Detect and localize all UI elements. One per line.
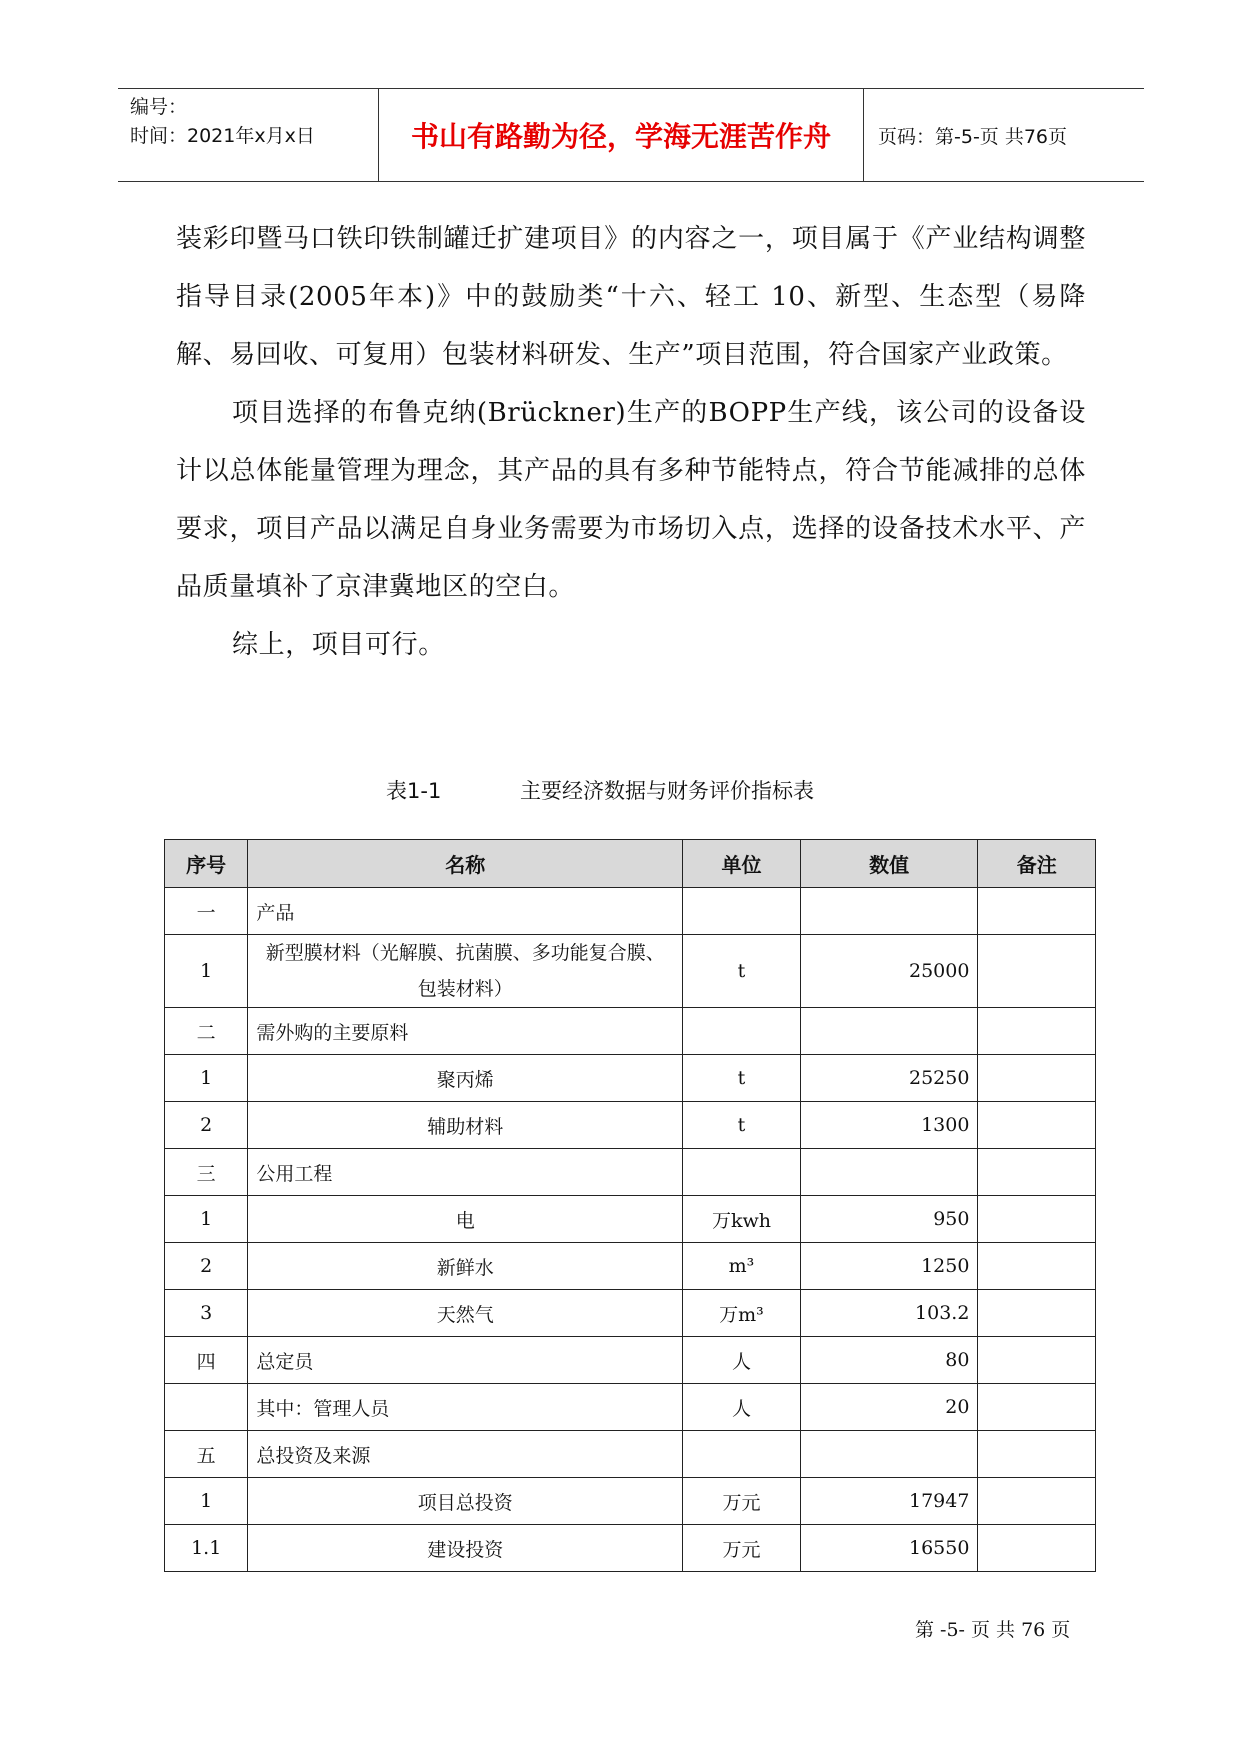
table-row [165, 1102, 1096, 1149]
paragraph: 综上，项目可行。 [232, 630, 445, 660]
cell-note [978, 1149, 1096, 1196]
table-row [165, 1243, 1096, 1290]
cell-unit: m³ [683, 1243, 801, 1290]
header-meta [130, 93, 315, 151]
cell-index: 1 [165, 935, 248, 1008]
table-caption [386, 775, 814, 805]
cell-index: 1 [165, 1196, 248, 1243]
cell-note [978, 1196, 1096, 1243]
cell-note [978, 1384, 1096, 1431]
cell-unit: 万元 [683, 1525, 801, 1572]
cell-unit: t [683, 935, 801, 1008]
paragraph: 装彩印暨马口铁印铁制罐迁扩建项目》的内容之一，项目属于《产业结构调整指导目录(2005年本)》中的鼓励类“十六、轻工 10、新型、生态型（易降解、易回收、可复用）包装材料研发、生产”项目范围，符合国家产业政策。 [176, 224, 1086, 370]
table-caption-title: 主要经济数据与财务评价指标表 [520, 779, 814, 803]
cell-name: 产品 [248, 888, 683, 935]
column-header-name: 名称 [248, 840, 683, 888]
cell-index: 五 [165, 1431, 248, 1478]
cell-name: 其中：管理人员 [248, 1384, 683, 1431]
cell-value [800, 1431, 978, 1478]
cell-value: 16550 [800, 1525, 978, 1572]
cell-note [978, 1243, 1096, 1290]
cell-index [165, 1384, 248, 1431]
page-header [118, 88, 1144, 182]
cell-name: 电 [248, 1196, 683, 1243]
cell-index: 1 [165, 1478, 248, 1525]
cell-index: 2 [165, 1243, 248, 1290]
table-row [165, 1290, 1096, 1337]
cell-index: 三 [165, 1149, 248, 1196]
cell-name: 建设投资 [248, 1525, 683, 1572]
column-header-unit: 单位 [683, 840, 801, 888]
column-header-value: 数值 [800, 840, 978, 888]
cell-note [978, 1337, 1096, 1384]
page-footer: 第 -5- 页 共 76 页 [915, 1619, 1071, 1641]
header-page-info: 页码：第-5-页 共76页 [878, 125, 1068, 148]
cell-value: 1250 [800, 1243, 978, 1290]
cell-value [800, 1008, 978, 1055]
table-row [165, 1478, 1096, 1525]
header-number-label: 编号： [130, 96, 188, 118]
cell-value: 20 [800, 1384, 978, 1431]
cell-value: 1300 [800, 1102, 978, 1149]
table-header-row [165, 840, 1096, 888]
cell-name: 总定员 [248, 1337, 683, 1384]
cell-value: 25250 [800, 1055, 978, 1102]
cell-name: 项目总投资 [248, 1478, 683, 1525]
economic-data-table [164, 839, 1096, 1572]
table-caption-number: 表1-1 [386, 779, 442, 803]
cell-note [978, 1008, 1096, 1055]
cell-unit [683, 1431, 801, 1478]
body-text [176, 210, 1086, 674]
cell-value [800, 888, 978, 935]
cell-unit [683, 1008, 801, 1055]
cell-unit: 万元 [683, 1478, 801, 1525]
table-row [165, 1525, 1096, 1572]
table-row [165, 935, 1096, 1008]
cell-name: 新型膜材料（光解膜、抗菌膜、多功能复合膜、包装材料） [248, 935, 683, 1008]
cell-name: 辅助材料 [248, 1102, 683, 1149]
cell-index: 四 [165, 1337, 248, 1384]
cell-name: 天然气 [248, 1290, 683, 1337]
cell-unit [683, 1149, 801, 1196]
table-row [165, 1008, 1096, 1055]
cell-unit: t [683, 1102, 801, 1149]
column-header-index: 序号 [165, 840, 248, 888]
cell-note [978, 888, 1096, 935]
cell-value: 25000 [800, 935, 978, 1008]
cell-index: 1.1 [165, 1525, 248, 1572]
table-row [165, 1196, 1096, 1243]
cell-note [978, 1525, 1096, 1572]
header-motto: 书山有路勤为径，学海无涯苦作舟 [378, 89, 864, 181]
cell-value: 17947 [800, 1478, 978, 1525]
cell-unit: 万m³ [683, 1290, 801, 1337]
table-row [165, 1055, 1096, 1102]
cell-index: 二 [165, 1008, 248, 1055]
paragraph: 项目选择的布鲁克纳(Brückner)生产的BOPP生产线，该公司的设备设计以总体能量管理为理念，其产品的具有多种节能特点，符合节能减排的总体要求，项目产品以满足自身业务需要为市场切入点，选择的设备技术水平、产品质量填补了京津冀地区的空白。 [176, 398, 1086, 602]
cell-index: 3 [165, 1290, 248, 1337]
cell-value: 950 [800, 1196, 978, 1243]
cell-index: 一 [165, 888, 248, 935]
header-time-label: 时间：2021年x月x日 [130, 125, 315, 147]
table-row [165, 1149, 1096, 1196]
cell-value: 80 [800, 1337, 978, 1384]
cell-name: 公用工程 [248, 1149, 683, 1196]
cell-index: 1 [165, 1055, 248, 1102]
cell-note [978, 1102, 1096, 1149]
table-row [165, 1431, 1096, 1478]
column-header-note: 备注 [978, 840, 1096, 888]
cell-unit [683, 888, 801, 935]
cell-unit: t [683, 1055, 801, 1102]
cell-value [800, 1149, 978, 1196]
table-row [165, 1337, 1096, 1384]
cell-value: 103.2 [800, 1290, 978, 1337]
cell-name: 需外购的主要原料 [248, 1008, 683, 1055]
cell-note [978, 1478, 1096, 1525]
cell-unit: 万kwh [683, 1196, 801, 1243]
cell-index: 2 [165, 1102, 248, 1149]
table-row [165, 888, 1096, 935]
cell-name: 聚丙烯 [248, 1055, 683, 1102]
cell-unit: 人 [683, 1384, 801, 1431]
cell-note [978, 1431, 1096, 1478]
cell-note [978, 1290, 1096, 1337]
table-row [165, 1384, 1096, 1431]
cell-name: 新鲜水 [248, 1243, 683, 1290]
cell-name: 总投资及来源 [248, 1431, 683, 1478]
cell-unit: 人 [683, 1337, 801, 1384]
cell-note [978, 935, 1096, 1008]
cell-note [978, 1055, 1096, 1102]
